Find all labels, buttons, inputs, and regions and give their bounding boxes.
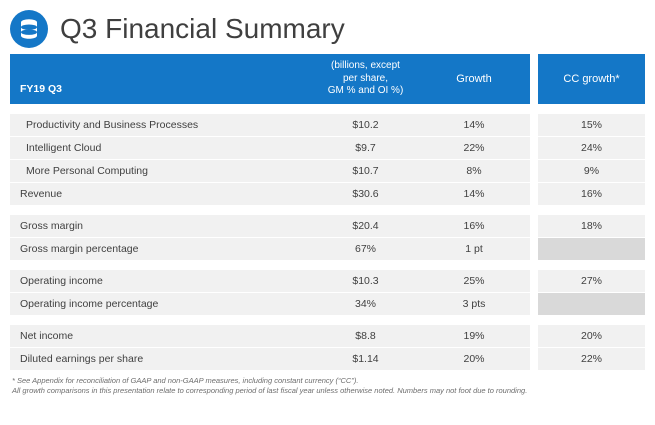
row-gap [530,215,538,238]
row-growth: 16% [418,215,530,238]
row-value: $10.7 [313,160,418,183]
row-spacer [10,104,645,114]
table-row [10,183,645,205]
row-spacer [10,260,645,270]
table-row [10,137,645,160]
column-header-period: FY19 Q3 [10,54,313,104]
row-label: Diluted earnings per share [10,348,313,370]
row-cc-growth [538,238,645,260]
row-label: More Personal Computing [10,160,313,183]
row-value: $10.3 [313,270,418,293]
row-cc-growth: 20% [538,325,645,348]
spacer-cell [10,104,645,114]
row-gap [530,114,538,137]
table-row [10,270,645,293]
row-gap [530,238,538,260]
table-header-row [10,54,645,104]
header-gap [530,54,538,104]
row-cc-growth: 16% [538,183,645,205]
row-cc-growth: 15% [538,114,645,137]
row-spacer [10,315,645,325]
table-row [10,293,645,315]
row-label: Gross margin [10,215,313,238]
row-growth: 20% [418,348,530,370]
units-line-3: GM % and OI %) [327,85,404,96]
row-growth: 14% [418,114,530,137]
row-value: $10.2 [313,114,418,137]
row-gap [530,348,538,370]
column-header-growth: Growth [418,54,530,104]
row-value: 67% [313,238,418,260]
row-cc-growth: 27% [538,270,645,293]
row-cc-growth: 9% [538,160,645,183]
table-row [10,160,645,183]
slide-header [0,0,655,54]
row-value: $30.6 [313,183,418,205]
row-value: 34% [313,293,418,315]
column-header-units [313,54,418,104]
row-gap [530,293,538,315]
row-growth: 25% [418,270,530,293]
row-growth: 19% [418,325,530,348]
row-gap [530,160,538,183]
row-value: $8.8 [313,325,418,348]
row-gap [530,137,538,160]
row-cc-growth: 18% [538,215,645,238]
financial-table [10,54,645,370]
table-body [10,104,645,370]
footnote-line-1: * See Appendix for reconciliation of GAAP and non-GAAP measures, including constant currency (“CC”). [12,375,359,385]
database-cylinder-icon [10,10,48,48]
table-row [10,114,645,137]
row-gap [530,183,538,205]
row-label: Gross margin percentage [10,238,313,260]
row-cc-growth [538,293,645,315]
spacer-cell [10,315,645,325]
spacer-cell [10,205,645,215]
row-growth: 3 pts [418,293,530,315]
table-row [10,325,645,348]
row-growth: 8% [418,160,530,183]
row-cc-growth: 24% [538,137,645,160]
column-header-cc-growth: CC growth* [538,54,645,104]
row-value: $20.4 [313,215,418,238]
row-label: Intelligent Cloud [10,137,313,160]
row-label: Operating income [10,270,313,293]
row-spacer [10,205,645,215]
row-label: Revenue [10,183,313,205]
row-gap [530,270,538,293]
row-cc-growth: 22% [538,348,645,370]
table-row [10,215,645,238]
row-growth: 14% [418,183,530,205]
row-label: Operating income percentage [10,293,313,315]
row-gap [530,325,538,348]
spacer-cell [10,260,645,270]
table-row [10,348,645,370]
table-row [10,238,645,260]
row-value: $1.14 [313,348,418,370]
footnote [0,370,655,398]
row-growth: 1 pt [418,238,530,260]
table-header [10,54,645,104]
row-growth: 22% [418,137,530,160]
row-label: Productivity and Business Processes [10,114,313,137]
page-title: Q3 Financial Summary [60,13,345,44]
row-label: Net income [10,325,313,348]
financial-table-wrapper [0,54,655,370]
units-line-1: (billions, except [331,60,400,71]
units-line-2: per share, [342,72,389,84]
footnote-line-2: All growth comparisons in this presentation relate to corresponding period of last fiscal year unless otherwise noted. Numbers may not foot due to rounding. [12,386,528,396]
row-value: $9.7 [313,137,418,160]
